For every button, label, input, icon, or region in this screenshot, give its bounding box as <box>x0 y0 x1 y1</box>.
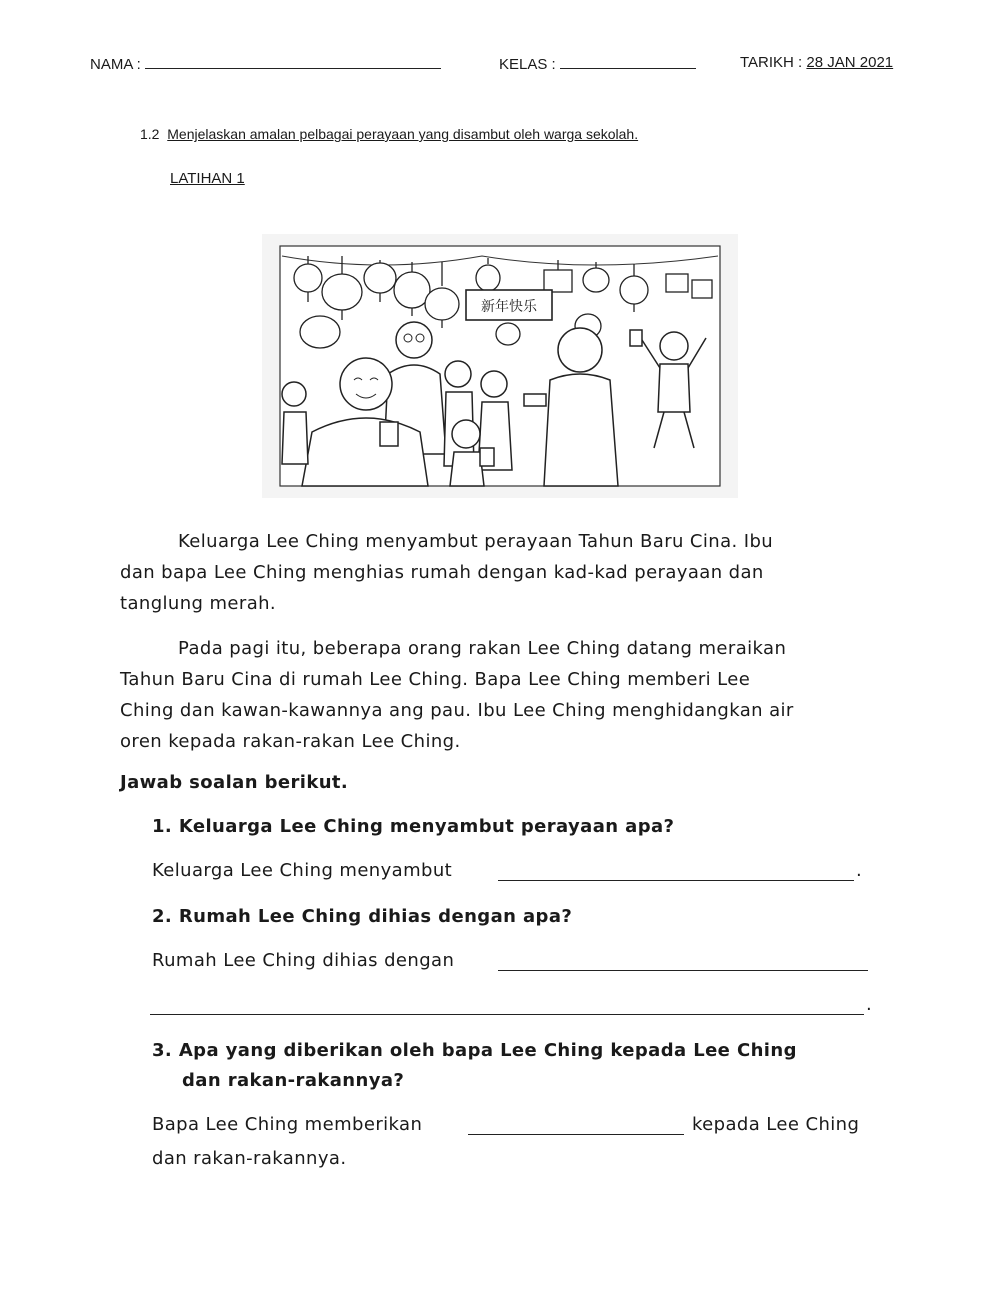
tarikh-label: TARIKH : <box>740 54 803 71</box>
passage-p1-line3: tanglung merah. <box>120 593 277 614</box>
answer-2-blank-line2[interactable] <box>150 1014 864 1015</box>
question-1-number: 1. <box>152 816 173 837</box>
nama-field <box>90 54 441 73</box>
question-2 <box>152 906 572 927</box>
answer-3-blank[interactable] <box>468 1134 684 1135</box>
answer-2-blank-line1[interactable] <box>498 970 868 971</box>
question-3-text-line1: Apa yang diberikan oleh bapa Lee Ching kepada Lee Ching <box>178 1040 797 1061</box>
question-1-text: Keluarga Lee Ching menyambut perayaan apa? <box>178 816 675 837</box>
nama-blank[interactable] <box>145 54 441 69</box>
exercise-title: LATIHAN 1 <box>170 170 245 187</box>
passage-p2-line1: Pada pagi itu, beberapa orang rakan Lee Ching datang meraikan <box>178 638 787 659</box>
answer-1-prefix: Keluarga Lee Ching menyambut <box>152 860 453 881</box>
question-3 <box>152 1040 797 1061</box>
learning-objective <box>140 126 638 142</box>
question-2-number: 2. <box>152 906 173 927</box>
question-3-number: 3. <box>152 1040 173 1061</box>
passage <box>120 526 880 757</box>
tarikh-field <box>740 54 893 71</box>
passage-p2-line4: oren kepada rakan-rakan Lee Ching. <box>120 731 461 752</box>
sign-text: 新年快乐 <box>481 299 537 315</box>
answer-3-prefix: Bapa Lee Ching memberikan <box>152 1114 423 1135</box>
kelas-blank[interactable] <box>560 54 696 69</box>
question-3-text-line2: dan rakan-rakannya? <box>182 1070 405 1091</box>
instruction: Jawab soalan berikut. <box>120 772 349 793</box>
answer-3-suffix: kepada Lee Ching <box>692 1114 860 1135</box>
kelas-field <box>499 54 696 73</box>
passage-p2-line2: Tahun Baru Cina di rumah Lee Ching. Bapa Lee Ching memberi Lee <box>120 669 751 690</box>
objective-number: 1.2 <box>140 126 160 142</box>
passage-p1-line2: dan bapa Lee Ching menghias rumah dengan kad-kad perayaan dan <box>120 562 764 583</box>
passage-p2-line3: Ching dan kawan-kawannya ang pau. Ibu Lee Ching menghidangkan air <box>120 700 794 721</box>
objective-text: Menjelaskan amalan pelbagai perayaan yang disambut oleh warga sekolah. <box>167 126 639 142</box>
answer-1-end: . <box>856 860 863 881</box>
passage-p1-line1: Keluarga Lee Ching menyambut perayaan Tahun Baru Cina. Ibu <box>178 531 774 552</box>
chinese-new-year-illustration <box>262 234 738 498</box>
nama-label: NAMA : <box>90 56 141 73</box>
answer-3-line2: dan rakan-rakannya. <box>152 1148 347 1169</box>
tarikh-value: 28 JAN 2021 <box>806 54 894 71</box>
question-1 <box>152 816 674 837</box>
kelas-label: KELAS : <box>499 56 556 73</box>
question-2-text: Rumah Lee Ching dihias dengan apa? <box>178 906 573 927</box>
answer-2-prefix: Rumah Lee Ching dihias dengan <box>152 950 455 971</box>
answer-2-end: . <box>866 994 873 1015</box>
answer-1-blank[interactable] <box>498 880 854 881</box>
